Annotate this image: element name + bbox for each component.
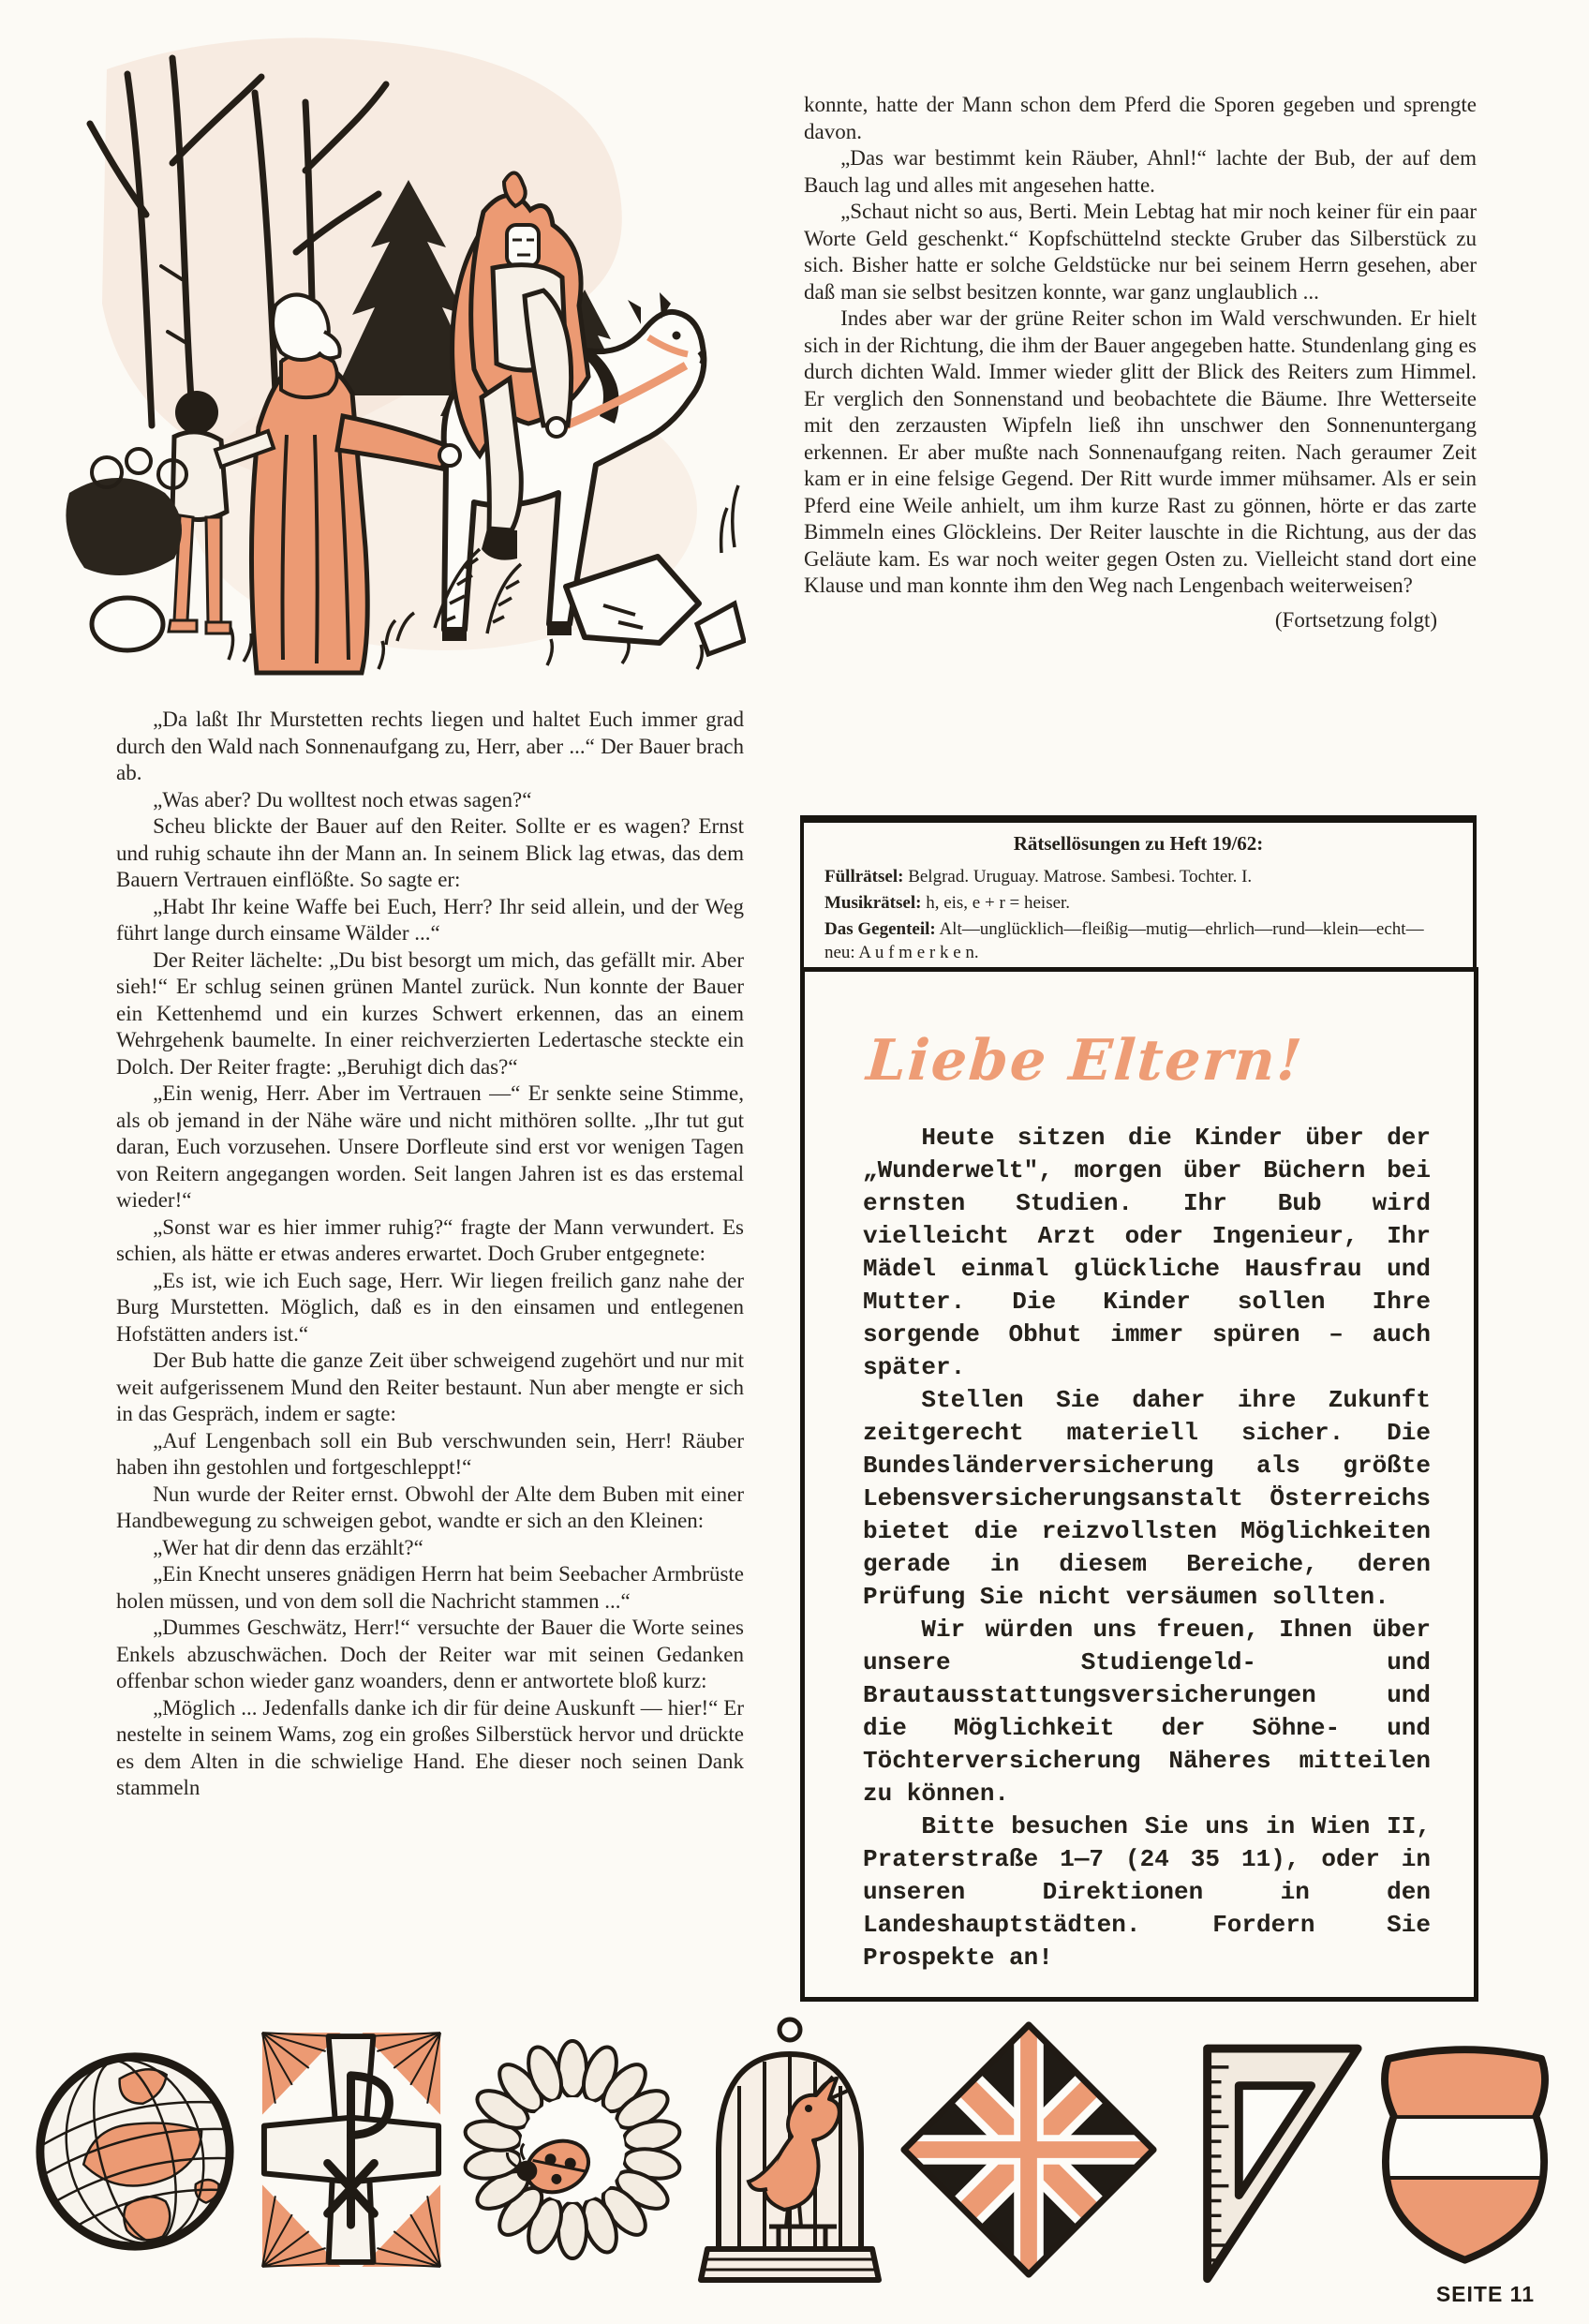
sunflower-wreath-ladybug-icon <box>460 2037 685 2262</box>
story-paragraph: Scheu blickte der Bauer auf den Reiter. Sollte er es wagen? Ernst und ruhig schaute ihn der Mann an. In seinem Blick lag etwas, das dem Bauern Vertrauen einflößte. So sagte er: <box>116 814 744 891</box>
story-paragraph: „Möglich ... Jedenfalls danke ich dir für deine Auskunft — hier!“ Er nestelte in seinem Wams, zog ein großes Silberstück hervor und drückte es dem Alten in die schwielige Hand. Ehe dieser noch seinen Dank stammeln <box>116 1695 744 1799</box>
solution-item <box>824 865 1452 888</box>
advert-paragraph: Bitte besuchen Sie uns in Wien II, Praterstraße 1—7 (24 35 11), oder in unseren Direktionen in den Landeshauptstädten. Fordern Sie Prospekte an! <box>863 1812 1431 1972</box>
story-paragraph: „Es ist, wie ich Euch sage, Herr. Wir liegen freilich ganz nahe der Burg Murstetten. Möglich, daß es in den einsamen und entlegenen Hofstätten anders ist.“ <box>116 1268 744 1346</box>
solution-item <box>824 917 1452 964</box>
bushes <box>66 449 186 650</box>
puzzle-solutions-box <box>800 815 1477 988</box>
advert-paragraph: Wir würden uns freuen, Ihnen über unsere Studiengeld- und Brautausstattungsversicherungen und die Möglichkeit der Söhne- und Töchterversicherung Näheres mitteilen zu können. <box>863 1616 1431 1808</box>
advert-paragraph: Stellen Sie daher ihre Zukunft zeitgerecht materiell sicher. Die Bundesländerversicherung als größte Lebensversicherungsanstalt Österreichs bietet die reizvollsten Möglichkeiten gerade in diesem Bereiche, deren Prüfung Sie nicht versäumen sollten. <box>863 1386 1431 1611</box>
story-paragraph: „Ein Knecht unseres gnädigen Herrn hat beim Seebacher Armbrüste holen müssen, und von dem soll die Nachricht stammen ...“ <box>116 1562 744 1613</box>
solution-text: Belgrad. Uruguay. Matrose. Sambesi. Tochter. I. <box>908 867 1253 886</box>
solution-item <box>824 891 1452 915</box>
solution-text: Alt—unglücklich—fleißig—mutig—ehrlich—rund—klein—echt—neu: A u f m e r k e n. <box>824 919 1424 962</box>
story-paragraph: „Auf Lengenbach soll ein Bub verschwunden sein, Herr! Räuber haben ihn gestohlen und fortgeschleppt!“ <box>116 1428 744 1479</box>
story-paragraph: „Wer hat dir denn das erzählt?“ <box>153 1535 423 1559</box>
story-column-left <box>116 707 744 1802</box>
solution-label: Das Gegenteil: <box>824 919 936 939</box>
story-paragraph: Der Reiter lächelte: „Du bist besorgt um mich, das gefällt mir. Aber sieh!“ Er schlug seinen grünen Mantel zurück. Nun konnte der Bauer ein Kettenhemd und ein kurzes Schwert erkennen, das an einem Wehrgehenk baumelte. In einer reichverzierten Ledertasche steckte ein Dolch. Der Reiter fragte: „Beruhigt dich das?“ <box>116 947 744 1079</box>
footer-icon-strip <box>28 2013 1555 2287</box>
globe-icon <box>28 2041 242 2258</box>
austria-shield-icon <box>1375 2027 1555 2272</box>
story-paragraph: konnte, hatte der Mann schon dem Pferd die Sporen gegeben und sprengte davon. <box>804 93 1477 143</box>
story-column-right <box>804 92 1477 633</box>
advert-heading: Liebe Eltern! <box>864 1028 1306 1094</box>
story-paragraph: Der Bub hatte die ganze Zeit über schweigend zugehört und nur mit weit aufgerissenem Mund den Reiter bestaunt. Nun aber mengte er sich in das Gespräch, indem er sagte: <box>116 1348 744 1425</box>
story-paragraph: Nun wurde der Reiter ernst. Obwohl der Alte dem Buben mit einer Handbewegung zu schweigen gebot, wandte er sich an den Kleinen: <box>116 1482 744 1532</box>
story-paragraph: „Da laßt Ihr Murstetten rechts liegen und haltet Euch immer grad durch den Wald nach Sonnenaufgang zu, Herr, aber ...“ Der Bauer brach ab. <box>116 708 744 784</box>
solutions-title: Rätsellösungen zu Heft 19/62: <box>1013 832 1264 855</box>
union-jack-diamond-icon <box>895 2016 1163 2284</box>
solution-label: Füllrätsel: <box>824 867 904 886</box>
story-paragraph: „Was aber? Du wolltest noch etwas sagen?“ <box>153 787 532 812</box>
rider-face <box>507 225 539 266</box>
story-paragraph: „Das war bestimmt kein Räuber, Ahnl!“ lachte der Bub, der auf dem Bauch lag und alles mit angesehen hatte. <box>804 146 1477 197</box>
story-paragraph: „Ein wenig, Herr. Aber im Vertrauen —“ Er senkte seine Stimme, als ob jemand in der Nähe wäre und nicht mithören sollte. „Ihr tut gut daran, Euch vorzusehen. Unsere Dorfleute sind erst vor wenigen Tagen von Reitern angegangen worden. Seit langen Jahren ist es das erstemal wieder!“ <box>116 1081 744 1212</box>
continuation-note: (Fortsetzung folgt) <box>1274 607 1437 632</box>
page-number-label: SEITE 11 <box>1435 2282 1535 2306</box>
set-square-icon <box>1172 2014 1367 2286</box>
story-paragraph: „Dummes Geschwätz, Herr!“ versuchte der Bauer die Worte seines Enkels abzuschwächen. Doch der Reiter war mit seinen Gedanken offenbar schon wieder ganz woanders, denn er antwortete bloß kurz: <box>116 1616 744 1692</box>
chi-rho-cross-icon <box>251 2021 452 2278</box>
story-paragraph: „Schaut nicht so aus, Berti. Mein Lebtag hat mir noch keiner für ein paar Worte Geld geschenkt.“ Kopfschüttelnd steckte Gruber das Silberstück zu sich. Bisher hatte er solche Geldstücke nur bei seinem Herrn gesehen, aber daß man sie selbst besitzen konnte, war ganz unglaublich ... <box>804 200 1477 304</box>
solution-text: h, eis, e + r = heiser. <box>926 893 1071 913</box>
solution-label: Musikrätsel: <box>824 893 922 913</box>
story-illustration <box>41 22 746 684</box>
story-paragraph: „Sonst war es hier immer ruhig?“ fragte der Mann verwundert. Es schien, als hätte er etwas anderes erwartet. Doch Gruber entgegnete: <box>116 1214 744 1265</box>
story-paragraph: „Habt Ihr keine Waffe bei Euch, Herr? Ihr seid allein, und der Weg führt lange durch einsame Wälder ...“ <box>116 894 744 945</box>
advert-paragraph: Heute sitzen die Kinder über der „Wunderwelt", morgen über Büchern bei ernsten Studien. Ihr Bub wird vielleicht Arzt oder Ingenieur, Ihr Mädel einmal glückliche Hausfrau und Mutter. Die Kinder sollen Ihre sorgende Obhut immer spüren – auch später. <box>863 1124 1431 1381</box>
insurance-advert-box <box>800 967 1478 2002</box>
story-paragraph: Indes aber war der grüne Reiter schon im Wald verschwunden. Er hielt sich in der Richtung, die ihm der Bauer angegeben hatte. Stundenlang ging es durch dichten Wald. Immer wieder glitt der Blick des Reiters zum Himmel. Er verglich den Sonnenstand und beobachtete die Bäume. Ihre Wetterseite mit den zerzausten Wipfeln ließ ihn unschwer den Sonnenuntergang erkennen. Er aber mußte nach Sonnenaufgang reiten. Nach geraumer Zeit kam er in eine felsige Gegend. Der Ritt wurde immer mühsamer. Als er sein Pferd eine Weile anhielt, um ihm kurze Rast zu gönnen, hörte er das zarte Bimmeln eines Glöckleins. Der Reiter lauschte in die Richtung, aus der das Geläute kam. Es war noch weiter gegen Osten zu. Vielleicht stand dort eine Klause und man konnte ihm den Weg nach Lengenbach weiterweisen? <box>804 306 1477 597</box>
bird-in-cage-icon <box>694 2013 886 2287</box>
